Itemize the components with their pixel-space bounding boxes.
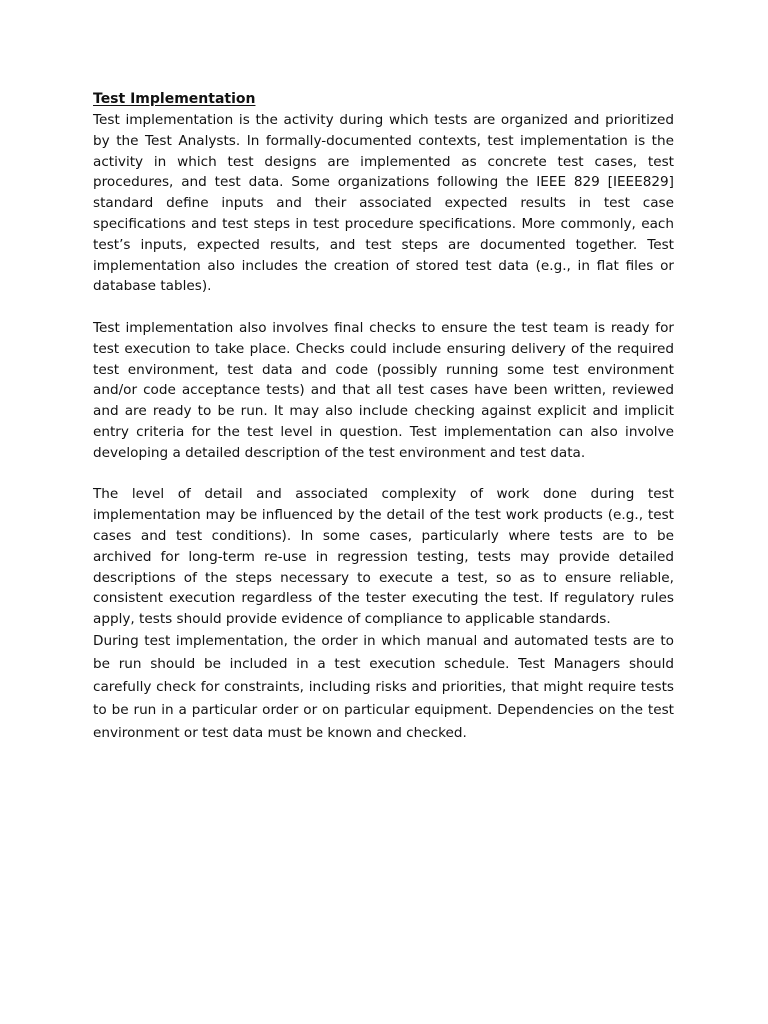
paragraph-3: The level of detail and associated complexity of work done during test implementation may be influenced by the detail of the test work products (e.g., test cases and test conditions). In some cases, particularly where tests are to be archived for long-term re-use in regression testing, tests may provide detailed descriptions of the steps necessary to execute a test, so as to ensure reliable, consistent execution regardless of the tester executing the test. If regulatory rules apply, tests should provide evidence of compliance to applicable standards. bbox=[93, 486, 674, 628]
paragraph-1: Test implementation is the activity during which tests are organized and prioritized by the Test Analysts. In formally-documented contexts, test implementation is the activity in which test designs are implemented as concrete test cases, test procedures, and test data. Some organizations following the IEEE 829 [IEEE829] standard define inputs and their associated expected results in test case specifications and test steps in test procedure specifications. More commonly, each test’s inputs, expected results, and test steps are documented together. Test implementation also includes the creation of stored test data (e.g., in flat files or database tables). bbox=[93, 112, 674, 295]
document-body bbox=[93, 89, 674, 745]
section-heading: Test Implementation bbox=[93, 91, 256, 107]
paragraph-4: During test implementation, the order in which manual and automated tests are to be run should be included in a test execution schedule. Test Managers should carefully check for constraints, including risks and priorities, that might require tests to be run in a particular order or on particular equipment. Dependencies on the test environment or test data must be known and checked. bbox=[93, 632, 674, 741]
paragraph-2: Test implementation also involves final checks to ensure the test team is ready for test execution to take place. Checks could include ensuring delivery of the required test environment, test data and code (possibly running some test environment and/or code acceptance tests) and that all test cases have been written, reviewed and are ready to be run. It may also include checking against explicit and implicit entry criteria for the test level in question. Test implementation can also involve developing a detailed description of the test environment and test data. bbox=[93, 319, 674, 461]
